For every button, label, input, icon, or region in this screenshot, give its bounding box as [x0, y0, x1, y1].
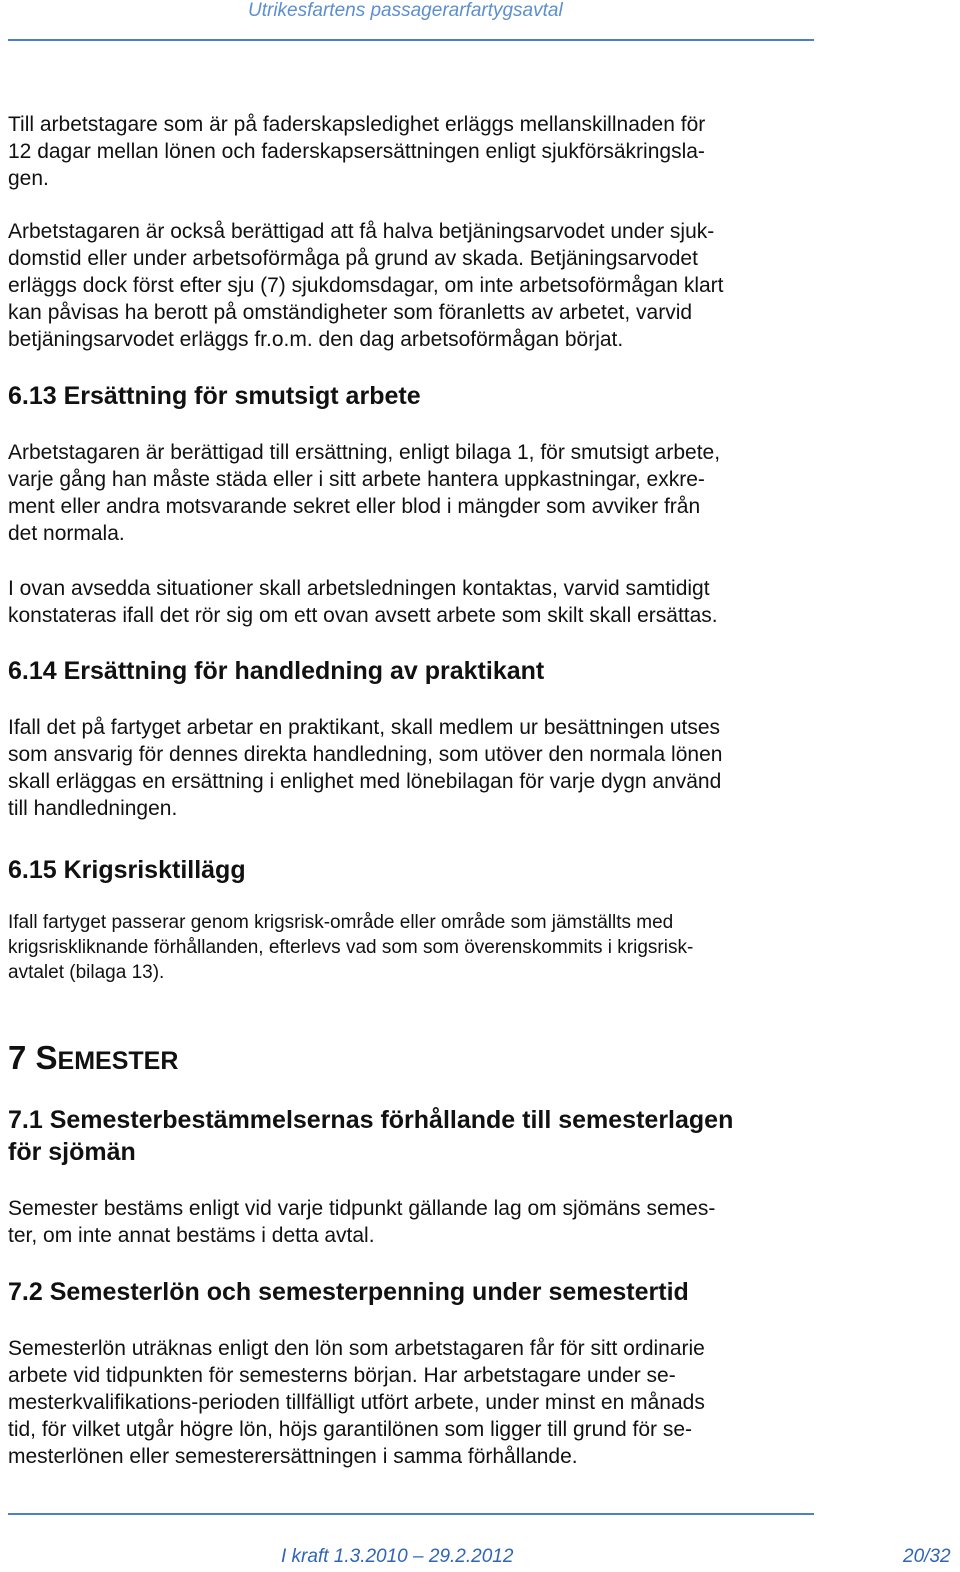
text-line: mesterlönen eller semesterersättningen i samma förhållande.: [8, 1445, 578, 1468]
footer-validity: I kraft 1.3.2010 – 29.2.2012: [281, 1546, 514, 1567]
text-line: ter, om inte annat bestäms i detta avtal.: [8, 1224, 375, 1247]
paragraph-vacation-law: [8, 1195, 820, 1249]
text-line: konstateras ifall det rör sig om ett ovan avsett arbete som skilt skall ersättas.: [8, 604, 718, 627]
text-line: Ifall fartyget passerar genom krigsrisk-område eller område som jämställts med: [8, 912, 674, 933]
text-line: avtalet (bilaga 13).: [8, 962, 165, 983]
text-line: kan påvisas ha berott på omständigheter som föranletts av arbetet, varvid: [8, 301, 693, 324]
chapter-heading-7: [8, 1038, 178, 1081]
paragraph-dirty-work: [8, 439, 820, 547]
chapter-number: 7 S: [8, 1039, 58, 1076]
text-line: arbete vid tidpunkten för semesterns början. Har arbetstagare under se-: [8, 1364, 676, 1387]
paragraph-war-risk: [8, 910, 798, 985]
header-rule: [8, 39, 814, 41]
text-line: Arbetstagaren är också berättigad att få halva betjäningsarvodet under sjuk-: [8, 220, 715, 243]
text-line: ment eller andra motsvarande sekret eller blod i mängder som avviker från: [8, 495, 701, 518]
text-line: 12 dagar mellan lönen och faderskapsersättningen enligt sjukförsäkringsla-: [8, 140, 705, 163]
section-heading-7-2: 7.2 Semesterlön och semesterpenning under semestertid: [8, 1278, 689, 1306]
section-heading-6-14: 6.14 Ersättning för handledning av praktikant: [8, 657, 545, 685]
paragraph-paternity-leave: [8, 111, 820, 192]
text-line: till handledningen.: [8, 797, 178, 820]
text-line: Semester bestäms enligt vid varje tidpunkt gällande lag om sjömäns semes-: [8, 1197, 716, 1220]
section-heading-6-15: 6.15 Krigsrisktillägg: [8, 856, 246, 884]
heading-line: 7.1 Semesterbestämmelsernas förhållande till semesterlagen: [8, 1106, 734, 1134]
paragraph-dirty-work-contact: [8, 575, 820, 629]
text-line: krigsriskliknande förhållanden, efterlevs vad som som överenskommits i krigsrisk-: [8, 937, 694, 958]
text-line: betjäningsarvodet erläggs fr.o.m. den dag arbetsoförmågan börjat.: [8, 328, 624, 351]
chapter-title-rest: EMESTER: [57, 1047, 179, 1075]
footer-rule: [8, 1513, 814, 1515]
section-heading-6-13: 6.13 Ersättning för smutsigt arbete: [8, 382, 421, 410]
heading-line: för sjömän: [8, 1138, 136, 1166]
section-heading-7-1: [8, 1104, 733, 1168]
text-line: Till arbetstagare som är på faderskapsledighet erläggs mellanskillnaden för: [8, 113, 706, 136]
text-line: erläggs dock först efter sju (7) sjukdomsdagar, om inte arbetsoförmågan klart: [8, 274, 724, 297]
text-line: Arbetstagaren är berättigad till ersättning, enligt bilaga 1, för smutsigt arbete,: [8, 441, 721, 464]
running-header: Utrikesfartens passagerarfartygsavtal: [248, 0, 563, 21]
paragraph-service-fee: [8, 218, 820, 353]
paragraph-trainee-supervision: [8, 714, 820, 822]
text-line: skall erläggas en ersättning i enlighet med lönebilagan för varje dygn använd: [8, 770, 722, 793]
text-line: det normala.: [8, 522, 125, 545]
text-line: tid, för vilket utgår högre lön, höjs garantilönen som ligger till grund för se-: [8, 1418, 693, 1441]
text-line: Semesterlön uträknas enligt den lön som arbetstagaren får för sitt ordinarie: [8, 1337, 705, 1360]
text-line: domstid eller under arbetsoförmåga på grund av skada. Betjäningsarvodet: [8, 247, 698, 270]
page-number: 20/32: [903, 1546, 951, 1567]
text-line: gen.: [8, 167, 49, 190]
text-line: som ansvarig för dennes direkta handledning, som utöver den normala lönen: [8, 743, 723, 766]
text-line: I ovan avsedda situationer skall arbetsledningen kontaktas, varvid samtidigt: [8, 577, 710, 600]
paragraph-vacation-pay: [8, 1335, 820, 1470]
text-line: varje gång han måste städa eller i sitt arbete hantera uppkastningar, exkre-: [8, 468, 705, 491]
text-line: Ifall det på fartyget arbetar en praktikant, skall medlem ur besättningen utses: [8, 716, 721, 739]
text-line: mesterkvalifikations-perioden tillfälligt utfört arbete, under minst en månads: [8, 1391, 705, 1414]
